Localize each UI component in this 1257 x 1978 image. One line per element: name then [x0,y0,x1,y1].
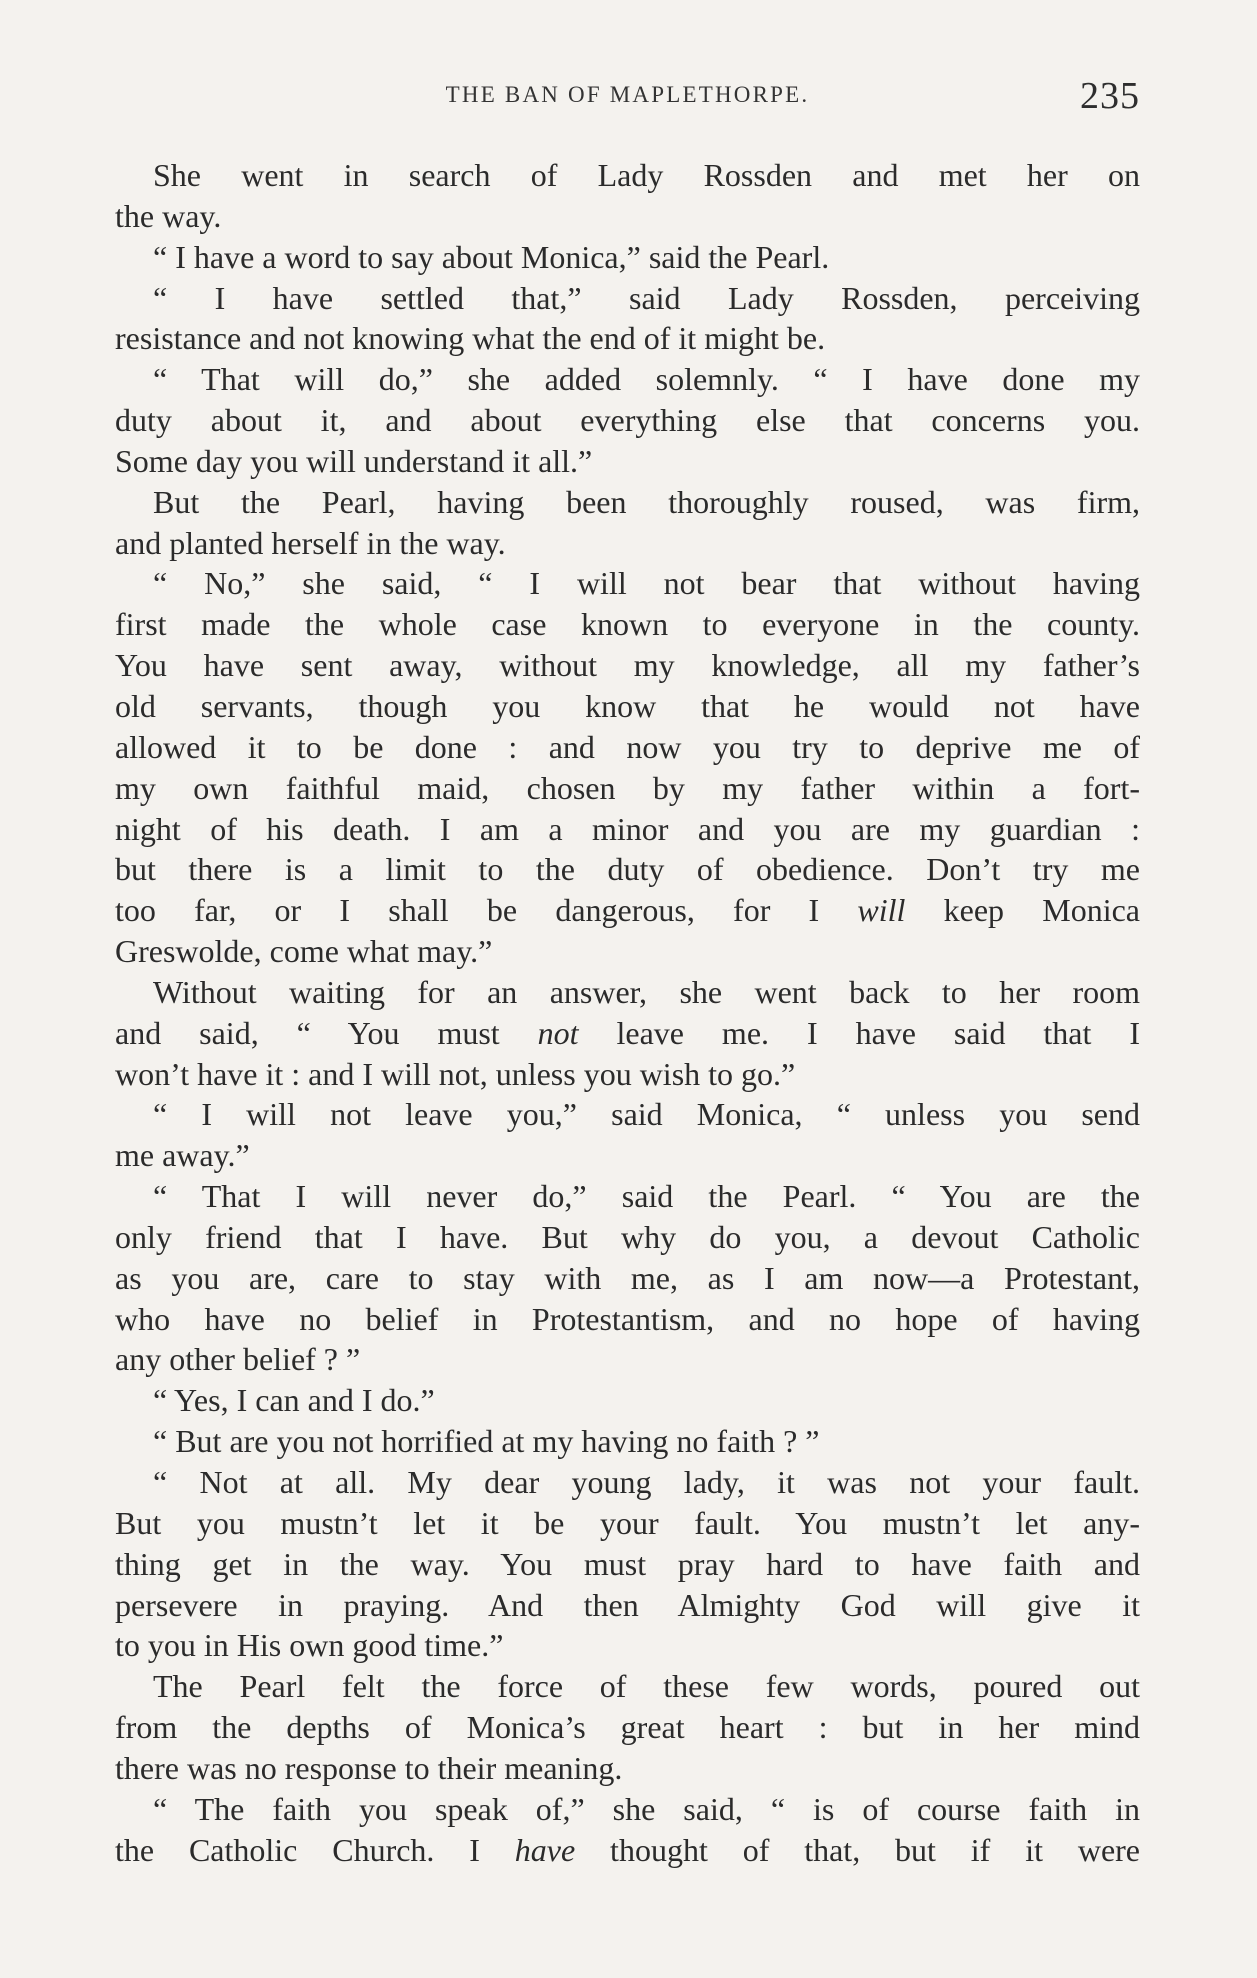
text-line: “ Not at all. My dear young lady, it was not your fault. [153,1464,1140,1500]
text-line: But you mustn’t let it be your fault. You mustn’t let any- [115,1504,1140,1541]
text-line: “ The faith you speak of,” she said, “ is of course faith in [153,1790,1140,1827]
text-line: “ Yes, I can and I do.” [153,1382,435,1419]
text-line: persevere in praying. And then Almighty God will give it [115,1586,1140,1623]
text-line: “ I will not leave you,” said Monica, “ unless you send [153,1096,1140,1133]
text-line: allowed it to be done : and now you try to deprive me of [115,728,1140,765]
text-line: The Pearl felt the force of these few words, poured out [153,1668,1140,1705]
text-line: “ No,” she said, “ I will not bear that without having [153,565,1140,602]
text-line: “ I have a word to say about Monica,” said the Pearl. [153,238,830,275]
text-line: old servants, though you know that he would not have [115,687,1140,724]
text-line: and said, “ You must not leave me. I have said that I [115,1014,1140,1051]
page-number: 235 [1080,75,1140,117]
text-line: thing get in the way. You must pray hard to have faith and [115,1545,1140,1582]
text-line: Without waiting for an answer, she went back to her room [153,973,1140,1010]
text-line: who have no belief in Protestantism, and no hope of having [115,1300,1140,1337]
text-line: there was no response to their meaning. [115,1749,623,1786]
text-line: first made the whole case known to everyone in the county. [115,606,1140,643]
body-text [115,155,1140,1870]
text-line: and planted herself in the way. [115,524,506,561]
text-line: the way. [115,197,222,234]
text-line: Some day you will understand it all.” [115,442,593,479]
text-line: from the depths of Monica’s great heart : but in her mind [115,1709,1140,1746]
text-line: the Catholic Church. I have thought of that, but if it were [115,1831,1140,1868]
text-line: as you are, care to stay with me, as I am now—a Protestant, [115,1259,1140,1296]
text-line: She went in search of Lady Rossden and met her on [153,157,1140,193]
text-line: Greswolde, come what may.” [115,933,493,970]
text-line: me away.” [115,1137,250,1174]
text-line: to you in His own good time.” [115,1627,504,1664]
text-line: only friend that I have. But why do you, a devout Catholic [115,1218,1140,1255]
running-title: THE BAN OF MAPLETHORPE. [445,82,810,107]
text-line: “ That I will never do,” said the Pearl. “ You are the [153,1178,1140,1215]
text-line: duty about it, and about everything else that concerns you. [115,402,1140,439]
text-line: resistance and not knowing what the end of it might be. [115,320,826,357]
text-line: my own faithful maid, chosen by my father within a fort- [115,769,1140,806]
text-line: any other belief ? ” [115,1341,361,1378]
text-line: “ I have settled that,” said Lady Rossden, perceiving [153,279,1140,316]
text-line: but there is a limit to the duty of obedience. Don’t try me [115,851,1140,888]
text-line: You have sent away, without my knowledge, all my father’s [115,647,1140,684]
text-line: won’t have it : and I will not, unless you wish to go.” [115,1055,796,1092]
text-line: too far, or I shall be dangerous, for I will keep Monica [115,892,1140,929]
text-line: “ That will do,” she added solemnly. “ I have done my [153,361,1140,398]
text-line: But the Pearl, having been thoroughly roused, was firm, [153,483,1140,520]
running-head [115,75,1140,124]
text-line: “ But are you not horrified at my having no faith ? ” [153,1423,820,1460]
text-line: night of his death. I am a minor and you are my guardian : [115,810,1140,847]
